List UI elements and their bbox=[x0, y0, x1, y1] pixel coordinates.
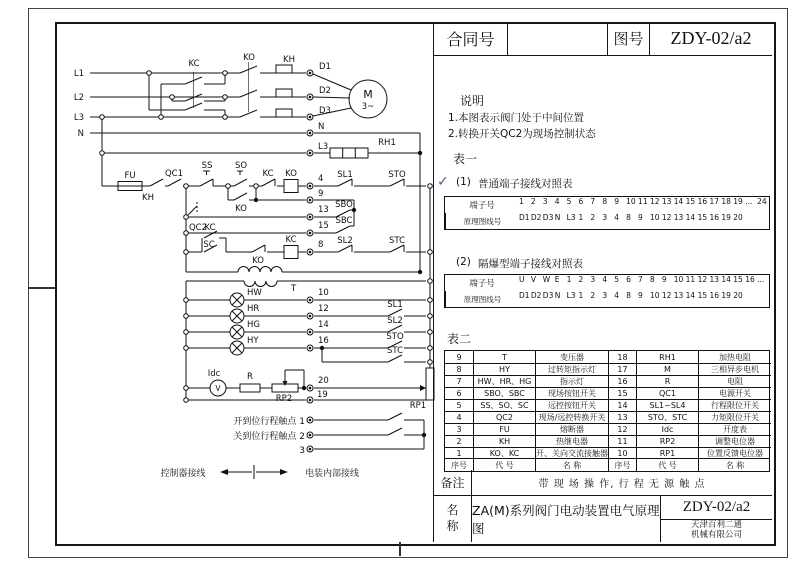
component-cell: QC1 bbox=[636, 387, 698, 399]
open-position-note: 开到位行程触点 1 bbox=[233, 417, 305, 427]
component-cell: 热继电器 bbox=[535, 435, 608, 447]
label-terminal-16: 16 bbox=[318, 336, 329, 346]
component-cell: 13 bbox=[608, 411, 636, 423]
label-sl1-lamp: SL1 bbox=[387, 300, 403, 310]
label-stc-lamp: STC bbox=[386, 346, 404, 356]
company-name bbox=[661, 520, 772, 542]
component-cell: 12 bbox=[608, 423, 636, 435]
label-d2: D2 bbox=[319, 86, 331, 96]
motor-phase: 3~ bbox=[361, 102, 375, 112]
component-cell: 现场按钮开关 bbox=[535, 387, 608, 399]
component-cell: RP2 bbox=[636, 435, 698, 447]
component-cell: KH bbox=[473, 435, 535, 447]
component-cell: 15 bbox=[608, 387, 636, 399]
drawing-no-value: ZDY-02/a2 bbox=[670, 28, 752, 48]
label-rh1: RH1 bbox=[378, 138, 396, 148]
component-header-cell: 序号 bbox=[608, 459, 636, 471]
component-cell: 18 bbox=[608, 351, 636, 363]
note-item-2: 2.转换开关QC2为现场控制状态 bbox=[448, 128, 596, 140]
label-l3: L3 bbox=[73, 113, 84, 123]
component-header-cell: 名 称 bbox=[698, 459, 771, 471]
title-block-bottom bbox=[433, 496, 772, 542]
label-terminal-10: 10 bbox=[318, 288, 329, 298]
label-hg: HG bbox=[247, 320, 260, 330]
motor-m: M bbox=[363, 88, 373, 101]
label-kh-heater: KH bbox=[283, 55, 295, 65]
remark-value: 带 现 场 操 作, 行 程 无 源 触 点 bbox=[538, 479, 706, 490]
component-cell: M bbox=[636, 363, 698, 375]
component-cell: Idc bbox=[636, 423, 698, 435]
label-terminal-15: 15 bbox=[318, 221, 329, 231]
t1-terminal-header: 端子号 bbox=[469, 201, 495, 211]
close-position-note: 关到位行程触点 2 bbox=[233, 432, 305, 442]
junction-points bbox=[100, 71, 433, 403]
label-ko-coil: KO bbox=[285, 169, 297, 179]
label-qc2: QC2 bbox=[188, 223, 208, 233]
component-cell: 指示灯 bbox=[535, 375, 608, 387]
label-l1: L1 bbox=[73, 69, 84, 79]
component-cell: 过转矩指示灯 bbox=[535, 363, 608, 375]
component-header-cell: 代 号 bbox=[636, 459, 698, 471]
t2-terminal-header: 端子号 bbox=[469, 279, 495, 289]
sub1-label: (1) bbox=[456, 176, 471, 188]
t2-line-header: 原理图线号 bbox=[445, 291, 519, 307]
component-cell: 力矩限位开关 bbox=[698, 411, 771, 423]
label-terminal-3: 3 bbox=[299, 446, 305, 456]
label-hy: HY bbox=[247, 336, 259, 346]
drawing-no-label: 图号 bbox=[608, 22, 650, 55]
label-l3-terminal: L3 bbox=[318, 142, 329, 152]
sub2-title: 隔爆型端子接线对照表 bbox=[478, 258, 583, 270]
terminal-table-normal bbox=[444, 196, 770, 230]
label-ko-hold: KO bbox=[235, 204, 247, 214]
label-kh-contact: KH bbox=[142, 193, 154, 203]
component-header-cell: 代 号 bbox=[473, 459, 535, 471]
component-cell: QC2 bbox=[473, 411, 535, 423]
component-cell: T bbox=[473, 351, 535, 363]
control-circuit bbox=[102, 171, 426, 272]
label-rp1: RP1 bbox=[409, 401, 427, 411]
component-cell: 11 bbox=[608, 435, 636, 447]
terminal-table-explosion-proof bbox=[444, 274, 770, 308]
remark-block bbox=[433, 470, 772, 496]
label-kc-contactor: KC bbox=[188, 59, 200, 69]
table1-heading: 表一 bbox=[453, 152, 478, 166]
component-cell: 10 bbox=[608, 447, 636, 459]
name-label bbox=[434, 496, 472, 542]
label-qc1: QC1 bbox=[164, 169, 184, 179]
label-d1: D1 bbox=[319, 62, 331, 72]
label-fu: FU bbox=[124, 171, 136, 181]
sub1-title: 普通端子接线对照表 bbox=[478, 178, 573, 190]
component-cell: STO、STC bbox=[636, 411, 698, 423]
drawing-no-bottom: ZDY-02/a2 bbox=[661, 496, 772, 520]
component-cell: 加热电阻 bbox=[698, 351, 771, 363]
component-cell: 8 bbox=[445, 363, 473, 375]
component-cell: RP1 bbox=[636, 447, 698, 459]
controller-wiring-note: 控制器接线 bbox=[160, 469, 206, 479]
component-cell: 14 bbox=[608, 399, 636, 411]
company-line1: 天津百利二通 bbox=[690, 520, 742, 531]
label-r: R bbox=[247, 372, 253, 382]
component-cell: 1 bbox=[445, 447, 473, 459]
component-cell: 位置反馈电位器 bbox=[698, 447, 771, 459]
label-sbo: SBO bbox=[335, 200, 353, 210]
name-label-char1: 名 bbox=[446, 503, 459, 518]
label-sbc: SBC bbox=[335, 216, 353, 226]
notes-heading: 说明 bbox=[460, 94, 485, 108]
t1-line-header: 原理图线号 bbox=[445, 213, 519, 229]
drawing-name: ZA(M)系列阀门电动装置电气原理图 bbox=[472, 496, 661, 542]
label-n-terminal: N bbox=[318, 122, 325, 132]
component-cell: 开、关向交流接触器 bbox=[536, 449, 608, 458]
label-sto: STO bbox=[388, 170, 406, 180]
component-cell: KO、KC bbox=[473, 447, 535, 459]
label-sl2: SL2 bbox=[337, 236, 353, 246]
component-cell: RH1 bbox=[636, 351, 698, 363]
label-sto-lamp: STO bbox=[386, 332, 404, 342]
component-cell: SBO、SBC bbox=[473, 387, 535, 399]
label-ko-contactor: KO bbox=[243, 53, 255, 63]
label-transformer: T bbox=[291, 284, 297, 294]
label-d3: D3 bbox=[319, 106, 331, 116]
component-cell: 7 bbox=[445, 375, 473, 387]
component-cell: 4 bbox=[445, 411, 473, 423]
component-cell: 16 bbox=[608, 375, 636, 387]
contract-no-label: 合同号 bbox=[434, 22, 508, 55]
label-hr: HR bbox=[247, 304, 260, 314]
component-cell: 行程限位开关 bbox=[698, 399, 771, 411]
component-cell: 6 bbox=[445, 387, 473, 399]
label-so: SO bbox=[234, 161, 248, 171]
label-kc-interlock: KC bbox=[262, 169, 274, 179]
component-cell: 远控按钮开关 bbox=[535, 399, 608, 411]
component-cell: 2 bbox=[445, 435, 473, 447]
internal-wiring-note: 电装内部接线 bbox=[304, 469, 360, 479]
company-line2: 机械有限公司 bbox=[690, 530, 742, 540]
drawing-id-company bbox=[661, 496, 772, 542]
component-cell: 5 bbox=[445, 399, 473, 411]
component-cell: 调整电位器 bbox=[698, 435, 771, 447]
label-ss: SS bbox=[201, 161, 213, 171]
component-cell: 3 bbox=[445, 423, 473, 435]
label-terminal-13: 13 bbox=[318, 205, 329, 215]
remark-label: 备注 bbox=[434, 470, 472, 495]
label-terminal-4: 4 bbox=[318, 174, 324, 184]
component-cell: 电阻 bbox=[698, 375, 771, 387]
meter-symbol: V bbox=[215, 384, 221, 393]
component-cell: 现场/远控转换开关 bbox=[535, 411, 608, 423]
label-sl2-lamp: SL2 bbox=[387, 316, 403, 326]
label-sl1: SL1 bbox=[337, 170, 353, 180]
label-kc-hold: KC bbox=[204, 223, 216, 233]
component-cell: 变压器 bbox=[535, 351, 608, 363]
component-cell: 开度表 bbox=[698, 423, 771, 435]
label-idc: Idc bbox=[207, 369, 221, 379]
component-cell: 电源开关 bbox=[698, 387, 771, 399]
component-cell: SL1~SL4 bbox=[636, 399, 698, 411]
terminal-points bbox=[307, 70, 313, 452]
label-n: N bbox=[77, 129, 84, 139]
label-rp2: RP2 bbox=[275, 394, 293, 404]
component-cell: FU bbox=[473, 423, 535, 435]
label-ko-interlock: KO bbox=[252, 256, 264, 266]
label-stc: STC bbox=[388, 236, 406, 246]
table2-heading: 表二 bbox=[447, 332, 472, 346]
label-terminal-20: 20 bbox=[318, 376, 329, 386]
panel-divider bbox=[433, 56, 434, 470]
label-sc: SC bbox=[203, 240, 215, 250]
label-kc-coil: KC bbox=[285, 235, 297, 245]
label-terminal-8: 8 bbox=[318, 240, 324, 250]
label-l2: L2 bbox=[73, 93, 84, 103]
component-cell: R bbox=[636, 375, 698, 387]
component-cell: HW、HR、HG bbox=[473, 375, 535, 387]
component-cell: 三相异步电机 bbox=[698, 363, 771, 375]
component-cell: 17 bbox=[608, 363, 636, 375]
component-cell: SS、SO、SC bbox=[473, 399, 535, 411]
label-terminal-12: 12 bbox=[318, 304, 329, 314]
label-terminal-9: 9 bbox=[318, 189, 324, 199]
component-cell: 9 bbox=[456, 352, 462, 362]
check-mark: ✓ bbox=[437, 174, 449, 190]
label-terminal-14: 14 bbox=[318, 320, 329, 330]
note-item-1: 1.本图表示阀门处于中间位置 bbox=[448, 112, 585, 124]
component-cell: 熔断器 bbox=[535, 423, 608, 435]
component-cell: HY bbox=[473, 363, 535, 375]
sub2-label: (2) bbox=[456, 256, 471, 268]
label-terminal-19: 19 bbox=[317, 390, 328, 400]
contract-no-value bbox=[508, 22, 608, 55]
title-block-top bbox=[433, 22, 772, 56]
component-header-cell: 序号 bbox=[451, 460, 467, 470]
name-label-char2: 称 bbox=[446, 519, 459, 533]
component-header-cell: 名 称 bbox=[535, 459, 608, 471]
label-hw: HW bbox=[247, 288, 262, 298]
component-table bbox=[444, 350, 770, 459]
